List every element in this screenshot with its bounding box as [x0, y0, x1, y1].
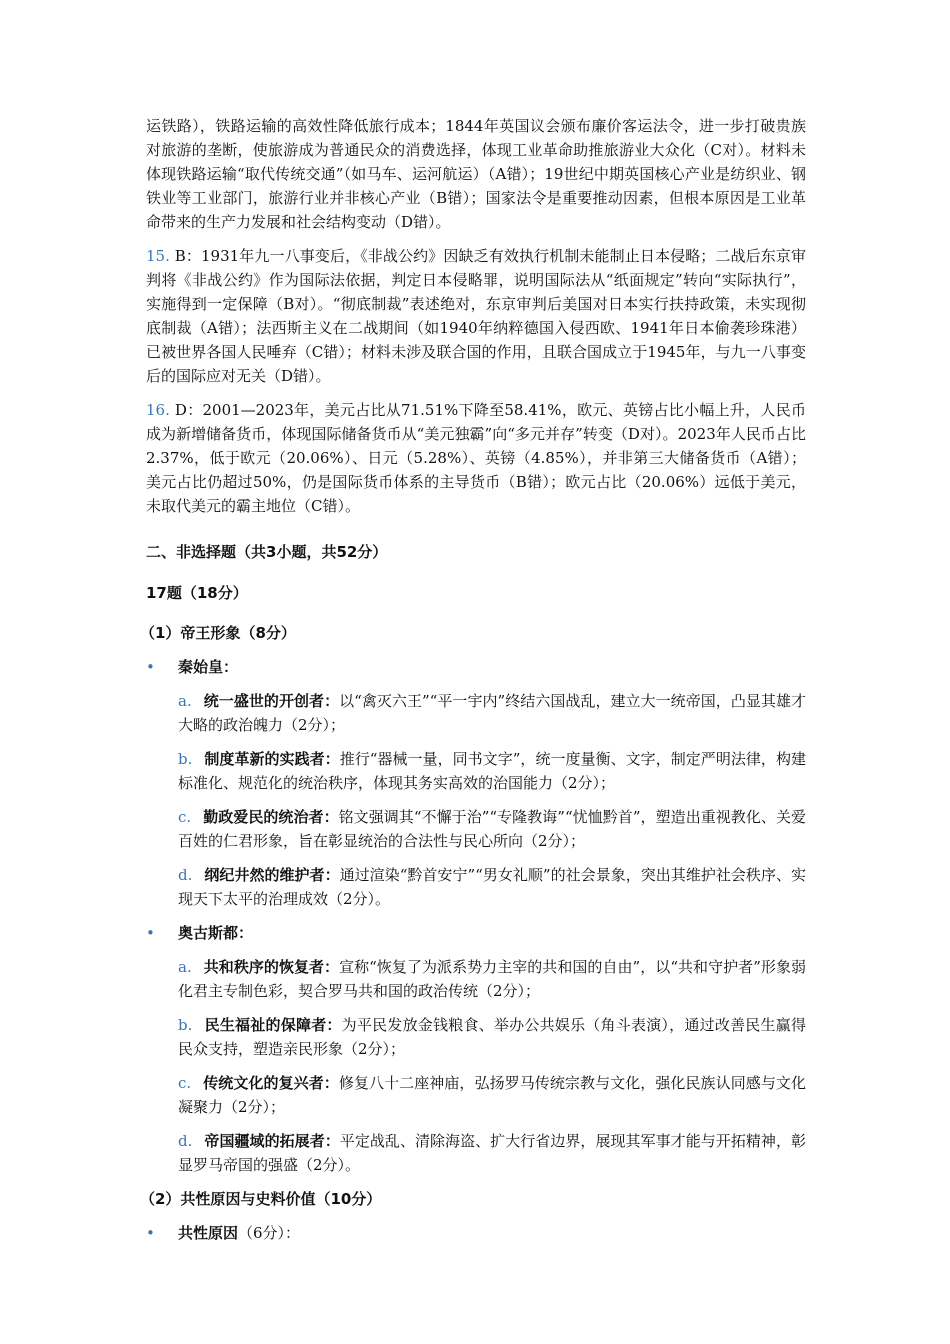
item-label: 勤政爱民的统治者：: [203, 808, 339, 826]
item-label: 共和秩序的恢复者：: [203, 958, 340, 976]
bullet-icon: •: [146, 1224, 155, 1242]
item-text: 通过渲染“黔首安宁”“男女礼顺”的社会景象，突出其维护社会秩序、实现天下太平的治理成效（2分）。: [178, 866, 806, 908]
answer-16: [146, 398, 806, 518]
item-text: 修复八十二座神庙，弘扬罗马传统宗教与文化，强化民族认同感与文化凝聚力（2分）；: [178, 1074, 806, 1116]
answer-number: 16.: [146, 401, 170, 419]
section-heading: 二、非选择题（共3小题，共52分）: [146, 543, 388, 561]
answer-text: D：2001—2023年，美元占比从71.51%下降至58.41%，欧元、英镑占比小幅上升，人民币成为新增储备货币，体现国际储备货币从“美元独霸”向“多元并存”转变（D对）。2023年人民币占比2.37%，低于欧元（20.06%）、日元（5.28%）、英镑（4.85%），并非第三大储备货币（A错）；美元占比仍超过50%，仍是国际货币体系的主导货币（B错）；欧元占比（20.06%）远低于美元，未取代美元的霸主地位（C错）。: [146, 401, 806, 515]
item-letter: d.: [178, 866, 193, 884]
item-letter: c.: [178, 1074, 192, 1092]
document-body: [140, 114, 806, 1255]
item-text: 为平民发放金钱粮食、举办公共娱乐（角斗表演），通过改善民生赢得民众支持，塑造亲民形象（2分）；: [178, 1016, 806, 1058]
list-item: [178, 1071, 806, 1119]
list-item: [178, 805, 806, 853]
bullet-title: 奥古斯都：: [178, 924, 254, 942]
list-item: [178, 747, 806, 795]
answer-14-continuation: 运铁路），铁路运输的高效性降低旅行成本；1844年英国议会颁布廉价客运法令，进一步打破贵族对旅游的垄断，使旅游成为普通民众的消费选择，体现工业革命助推旅游业大众化（C对）。材料未体现铁路运输“取代传统交通”（如马车、运河航运）（A错）；19世纪中期英国核心产业是纺织业、钢铁业等工业部门，旅游行业并非核心产业（B错）；国家法令是重要推动因素，但根本原因是工业革命带来的生产力发展和社会结构变动（D错）。: [146, 117, 806, 231]
bullet-augustus: [146, 921, 806, 945]
bullet-common-reasons: [146, 1221, 806, 1245]
list-item: [178, 1013, 806, 1061]
bullet-icon: •: [146, 924, 155, 942]
item-label: 民生福祉的保障者：: [204, 1016, 342, 1034]
bullet-title: 秦始皇：: [178, 658, 239, 676]
item-label: 纲纪井然的维护者：: [204, 866, 340, 884]
answer-text: B：1931年九一八事变后，《非战公约》因缺乏有效执行机制未能制止日本侵略；二战后东京审判将《非战公约》作为国际法依据，判定日本侵略罪，说明国际法从“纸面规定”转向“实际执行”，实施得到一定保障（B对）。“彻底制裁”表述绝对，东京审判后美国对日本实行扶持政策，未实现彻底制裁（A错）；法西斯主义在二战期间（如1940年纳粹德国入侵西欧、1941年日本偷袭珍珠港）已被世界各国人民唾弃（C错）；材料未涉及联合国的作用，且联合国成立于1945年，与九一八事变后的国际应对无关（D错）。: [146, 247, 806, 385]
question-heading: 17题（18分）: [146, 584, 248, 602]
item-text: 以“禽灭六王”“平一宇内”终结六国战乱，建立大一统帝国，凸显其雄才大略的政治魄力（2分）；: [178, 692, 806, 734]
item-label: 帝国疆域的拓展者：: [204, 1132, 340, 1150]
item-letter: c.: [178, 808, 192, 826]
item-label: 统一盛世的开创者：: [203, 692, 340, 710]
list-item: [178, 689, 806, 737]
answer-15: [146, 244, 806, 388]
list-item: [178, 1129, 806, 1177]
item-text: 平定战乱、清除海盗、扩大行省边界，展现其军事才能与开拓精神，彰显罗马帝国的强盛（2分）。: [178, 1132, 806, 1174]
item-letter: d.: [178, 1132, 193, 1150]
item-letter: a.: [178, 958, 192, 976]
subquestion-heading: （1）帝王形象（8分）: [140, 624, 296, 642]
subquestion-heading: （2）共性原因与史料价值（10分）: [140, 1190, 382, 1208]
bullet-suffix: （6分）：: [238, 1224, 301, 1242]
item-letter: a.: [178, 692, 192, 710]
item-label: 制度革新的实践者：: [204, 750, 340, 768]
item-text: 推行“器械一量，同书文字”，统一度量衡、文字，制定严明法律，构建标准化、规范化的统治秩序，体现其务实高效的治国能力（2分）；: [178, 750, 806, 792]
item-letter: b.: [178, 1016, 193, 1034]
answer-number: 15.: [146, 247, 170, 265]
item-text: 铭文强调其“不懈于治”“专隆教诲”“忧恤黔首”，塑造出重视教化、关爱百姓的仁君形象，旨在彰显统治的合法性与民心所向（2分）；: [178, 808, 806, 850]
bullet-title: 共性原因: [178, 1224, 239, 1242]
list-item: [178, 955, 806, 1003]
bullet-icon: •: [146, 658, 155, 676]
item-letter: b.: [178, 750, 193, 768]
item-label: 传统文化的复兴者：: [203, 1074, 339, 1092]
item-text: 宣称“恢复了为派系势力主宰的共和国的自由”，以“共和守护者”形象弱化君主专制色彩，契合罗马共和国的政治传统（2分）；: [178, 958, 806, 1000]
list-item: [178, 863, 806, 911]
bullet-qin: [146, 655, 806, 679]
